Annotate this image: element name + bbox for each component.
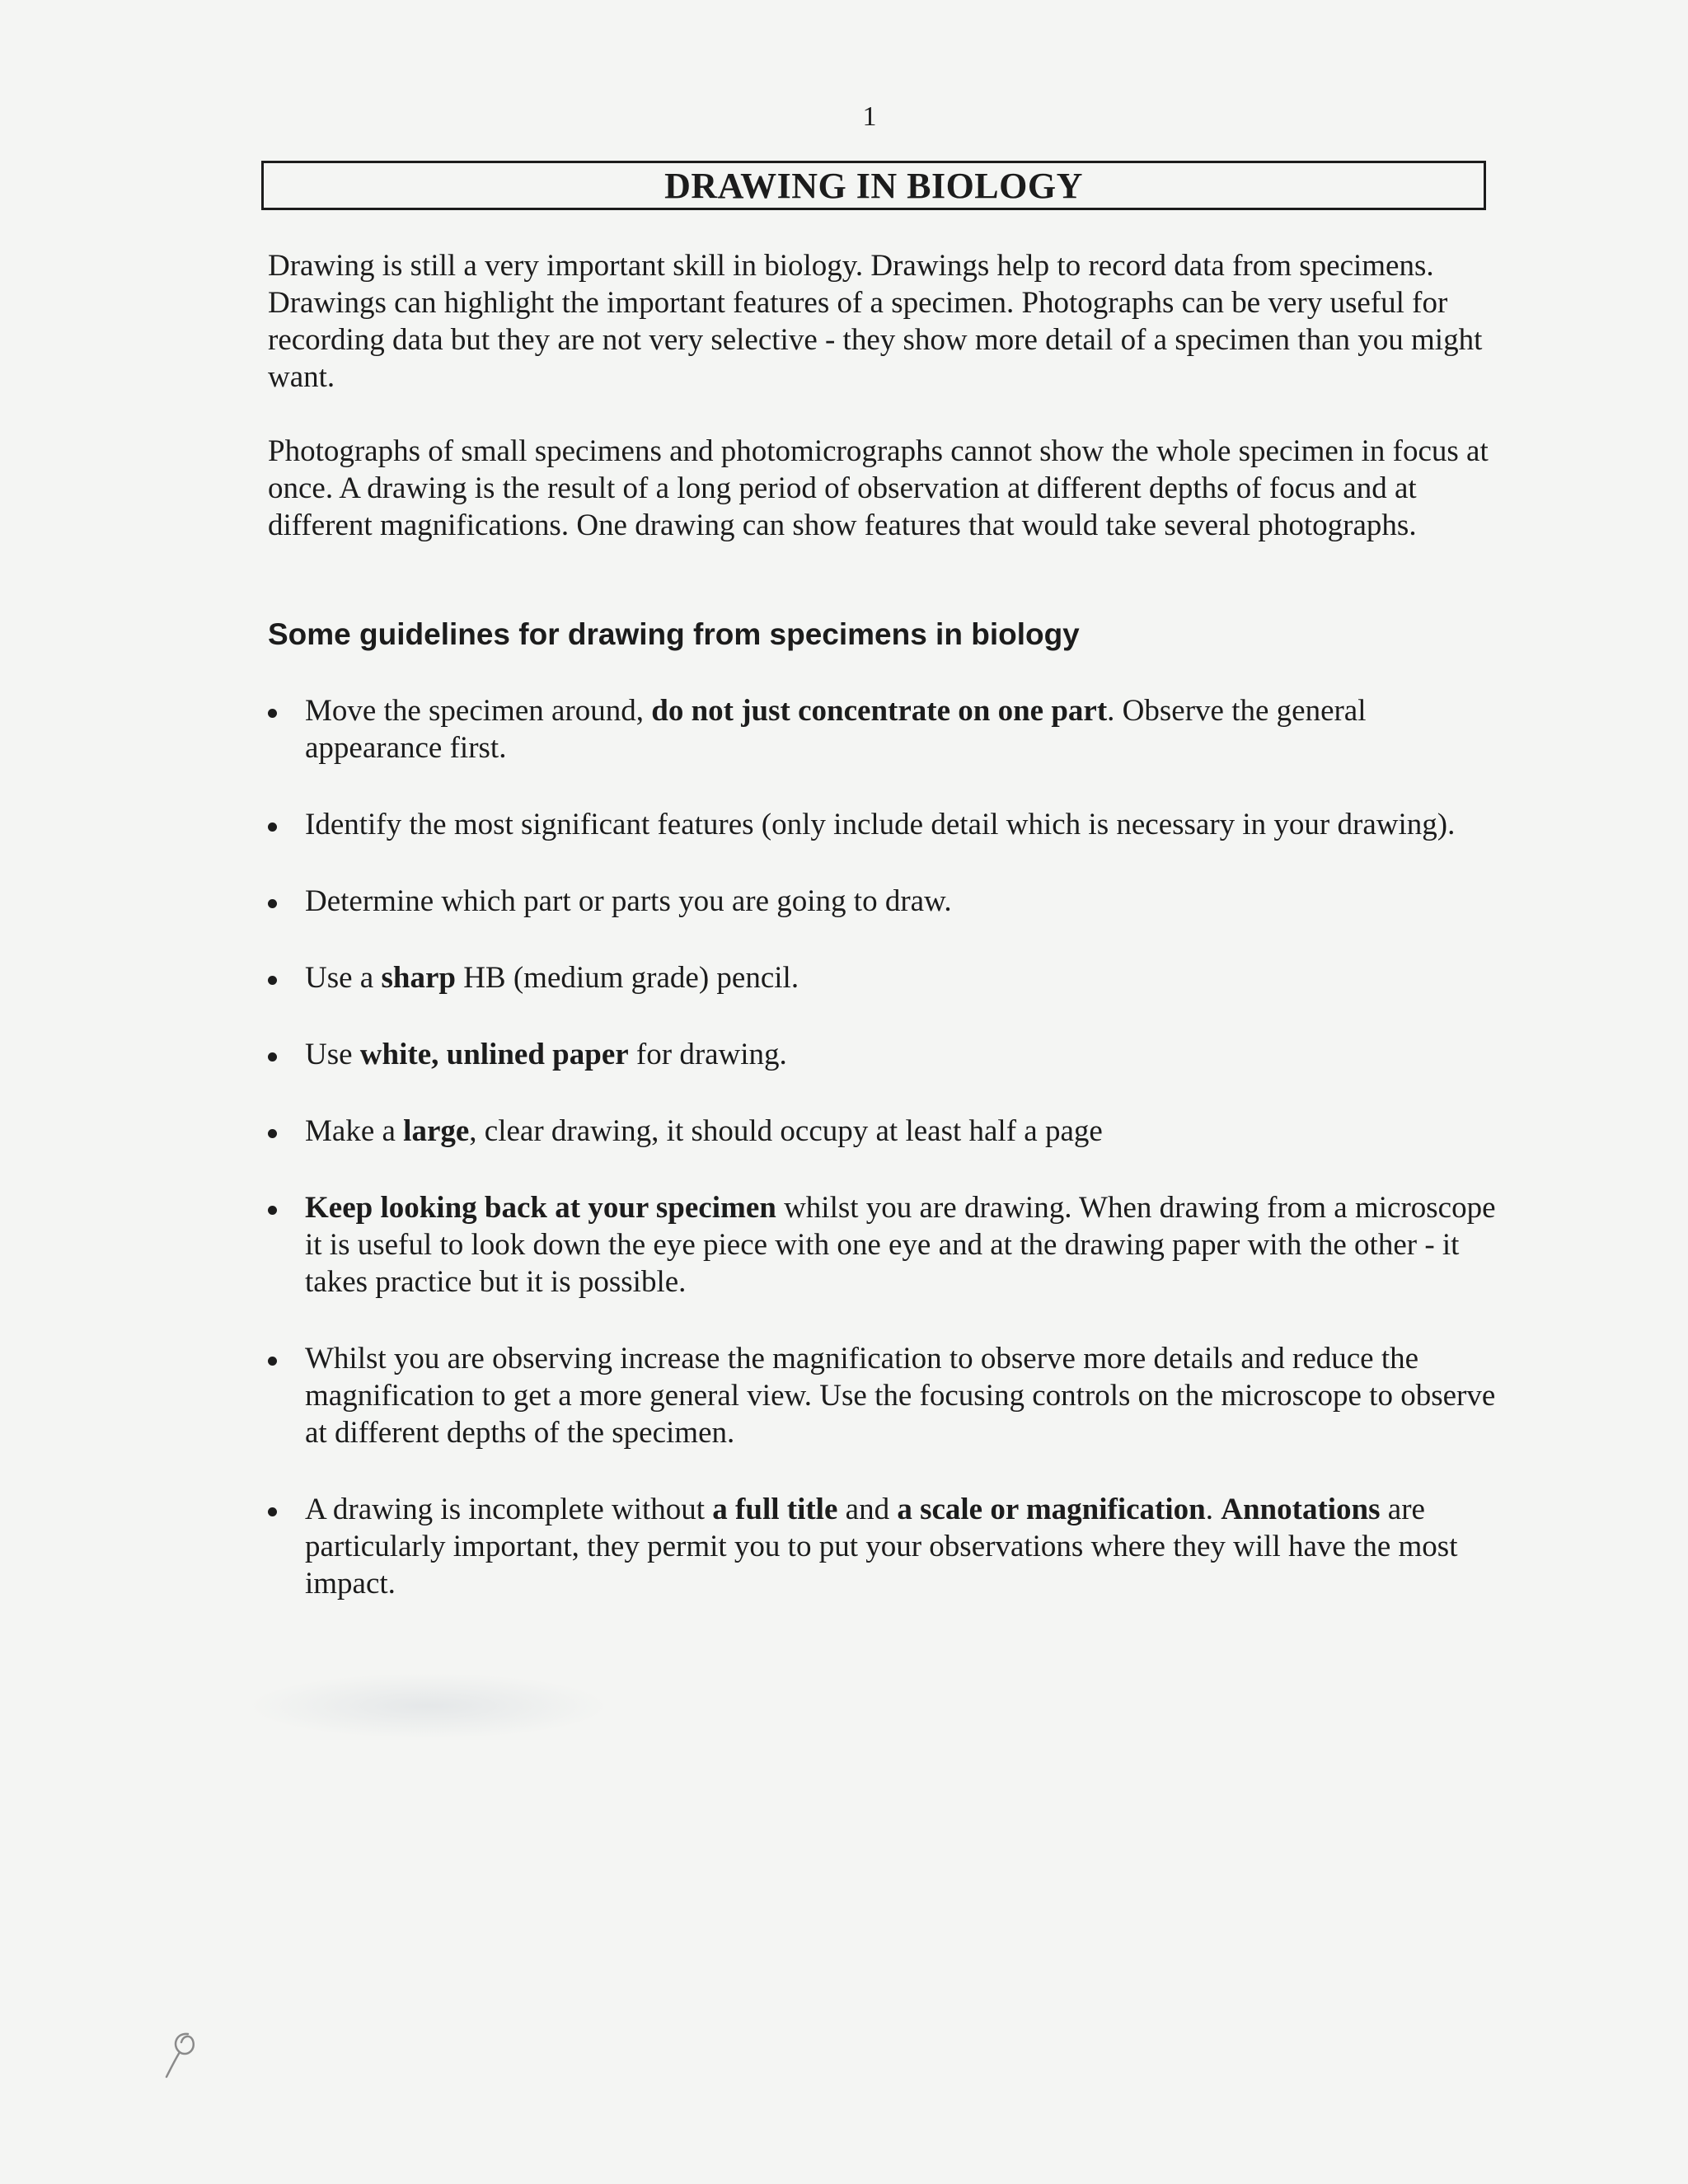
guideline-item [268, 692, 1504, 766]
guideline-text: whilst you are drawing. When drawing from a microscope it is useful to look down the eye piece with one eye and at the drawing paper with the other - it takes practice but it is possible. [305, 1191, 1496, 1299]
guideline-emphasis: a full title [712, 1493, 838, 1526]
guideline-text: . [1205, 1493, 1221, 1526]
guideline-text: Move the specimen around, [305, 694, 652, 728]
guideline-emphasis: large [403, 1114, 470, 1148]
scan-smudge [247, 1673, 610, 1739]
bullet-icon [268, 976, 277, 985]
guideline-text: Determine which part or parts you are going to draw. [305, 884, 952, 918]
guideline-text: for drawing. [628, 1038, 787, 1071]
bullet-icon [268, 1357, 277, 1366]
guideline-text: A drawing is incomplete without [305, 1493, 713, 1526]
guideline-text: and [837, 1493, 898, 1526]
intro-paragraph: Drawing is still a very important skill in biology. Drawings help to record data from specimens. Drawings can highlight the important features of a specimen. Photographs can be very useful for recording data but they are not very selective - they show more detail of a specimen than you might want. [268, 249, 1483, 394]
guideline-emphasis: Annotations [1221, 1493, 1381, 1526]
page-number: 1 [862, 101, 877, 132]
guideline-text: Use [305, 1038, 360, 1071]
bullet-icon [268, 899, 277, 908]
guideline-emphasis: do not just concentrate on one part [651, 694, 1108, 728]
guideline-text: Identify the most significant features (only include detail which is necessary in your drawing). [305, 808, 1456, 841]
guideline-text: Make a [305, 1114, 404, 1148]
guideline-item [268, 1491, 1504, 1602]
guideline-text: Use a [305, 961, 382, 995]
bullet-icon [268, 1129, 277, 1138]
guideline-text: , clear drawing, it should occupy at least half a page [469, 1114, 1103, 1148]
guideline-item [268, 1189, 1504, 1301]
guideline-text: Whilst you are observing increase the magnification to observe more details and reduce the magnification to get a more general view. Use the focusing controls on the microscope to observe at different depths of the specimen. [305, 1342, 1496, 1450]
guideline-item [268, 883, 1504, 920]
bullet-icon [268, 1507, 277, 1516]
guideline-item [268, 806, 1504, 843]
guideline-item [268, 959, 1504, 996]
bullet-icon [268, 709, 277, 718]
page-title: DRAWING IN BIOLOGY [664, 166, 1083, 206]
guideline-text: . Observe the general appearance first. [305, 694, 1367, 765]
guideline-text: HB (medium grade) pencil. [455, 961, 799, 995]
guidelines-heading: Some guidelines for drawing from specimens in biology [268, 617, 1080, 651]
guideline-item [268, 1036, 1504, 1073]
guidelines-list [268, 692, 1504, 1642]
pencil-mark-icon [162, 2027, 211, 2085]
intro-paragraph: Photographs of small specimens and photomicrographs cannot show the whole specimen in focus at once. A drawing is the result of a long period of observation at different depths of focus and at different magnifications. One drawing can show features that would take several photographs. [268, 434, 1489, 542]
guideline-emphasis: white, unlined paper [359, 1038, 629, 1071]
guideline-emphasis: Keep looking back at your specimen [305, 1191, 776, 1225]
bullet-icon [268, 823, 277, 832]
title-box [261, 161, 1486, 210]
guideline-text: are particularly important, they permit you to put your observations where they will have the most impact. [305, 1493, 1458, 1601]
guideline-emphasis: sharp [381, 961, 456, 995]
guideline-item [268, 1113, 1504, 1150]
guideline-emphasis: a scale or magnification [897, 1493, 1206, 1526]
guideline-item [268, 1340, 1504, 1451]
bullet-icon [268, 1206, 277, 1215]
bullet-icon [268, 1052, 277, 1062]
